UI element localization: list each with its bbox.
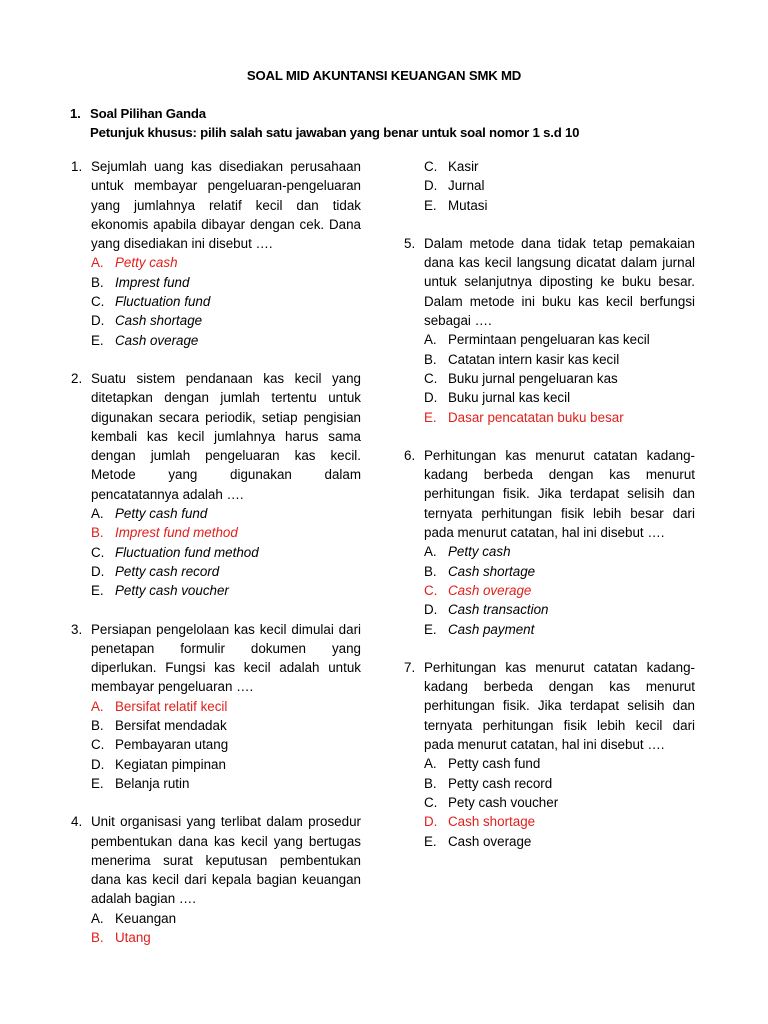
option-list <box>71 697 361 793</box>
option-d: D. Kegiatan pimpinan <box>91 756 226 772</box>
option-d: D. Cash shortage <box>424 814 536 830</box>
option-a: A. Petty cash fund <box>424 756 541 772</box>
question-6 <box>404 446 695 639</box>
question-number: 2. <box>71 370 83 386</box>
option-c: C. Fluctuation fund <box>91 294 211 310</box>
question-text: Dalam metode dana tidak tetap pemakaian dana kas kecil langsung dicatat dalam jurnal untuk selanjutnya diposting ke buku besar. Dalam metode ini buku kas kecil berfungsi sebagai …. <box>424 235 695 329</box>
question-number: 1. <box>71 159 83 174</box>
option-d: D. Buku jurnal kas kecil <box>424 390 571 406</box>
section-number: 1. <box>70 106 81 121</box>
option-a: A. Petty cash fund <box>91 506 208 522</box>
section-heading: Soal Pilihan Ganda <box>90 106 206 121</box>
question-4-continued-options <box>404 157 695 215</box>
question-number: 3. <box>71 621 83 637</box>
option-d: D. Petty cash record <box>91 563 220 579</box>
option-list <box>404 754 695 850</box>
left-column <box>71 157 361 966</box>
page-title: SOAL MID AKUNTANSI KEUANGAN SMK MD <box>246 68 522 83</box>
option-d: D. Jurnal <box>424 178 485 194</box>
question-text: Persiapan pengelolaan kas kecil dimulai dari penetapan formulir dokumen yang diperlukan. Fungsi kas kecil adalah untuk membayar pengeluaran …. <box>91 621 361 695</box>
option-a: A. Bersifat relatif kecil <box>91 698 228 714</box>
question-3 <box>71 620 361 794</box>
question-number: 5. <box>404 235 416 251</box>
question-number: 4. <box>71 814 83 830</box>
option-e: E. Cash overage <box>424 833 532 849</box>
option-e: E. Dasar pencatatan buku besar <box>424 409 624 425</box>
option-b: B. Petty cash record <box>424 775 553 791</box>
option-list <box>71 504 361 600</box>
question-text: Unit organisasi yang terlibat dalam prosedur pembentukan dana kas kecil yang bertugas menerima surat keputusan pembentukan dana kas kecil dari kepala bagian keuangan adalah bagian …. <box>91 814 361 907</box>
option-c: C. Pembayaran utang <box>91 737 229 753</box>
option-e: E. Mutasi <box>424 197 488 213</box>
option-b: B. Bersifat mendadak <box>91 718 227 734</box>
option-a: A. Petty cash <box>91 255 178 271</box>
question-2 <box>71 369 361 601</box>
option-b: B. Catatan intern kasir kas kecil <box>424 351 620 367</box>
option-e: E. Belanja rutin <box>91 775 190 791</box>
option-c: C. Cash overage <box>424 582 532 598</box>
question-5 <box>404 234 695 427</box>
question-text: Perhitungan kas menurut catatan kadang-kadang berbeda dengan kas menurut perhitungan fisik. Jika terdapat selisih dan ternyata perhitungan fisik lebih besar dari pada menurut catatan, hal ini disebut …. <box>424 447 695 541</box>
right-column <box>404 157 695 870</box>
option-d: D. Cash transaction <box>424 602 549 618</box>
option-list <box>71 253 361 349</box>
option-a: A. Permintaan pengeluaran kas kecil <box>424 332 650 348</box>
section-instruction: Petunjuk khusus: pilih salah satu jawaban yang benar untuk soal nomor 1 s.d 10 <box>90 125 580 140</box>
question-1 <box>71 157 361 350</box>
option-list <box>404 542 695 638</box>
option-b: B. Utang <box>91 929 151 945</box>
option-c: C. Fluctuation fund method <box>91 544 259 560</box>
question-text: Perhitungan kas menurut catatan kadang-kadang berbeda dengan kas menurut perhitungan fisik. Jika terdapat selisih dan ternyata perhitungan fisik lebih kecil dari pada menurut catatan, hal ini disebut …. <box>424 659 695 753</box>
option-c: C. Buku jurnal pengeluaran kas <box>424 370 618 386</box>
section-header <box>70 104 710 142</box>
option-e: E. Petty cash voucher <box>91 583 229 599</box>
option-b: B. Imprest fund method <box>91 525 238 541</box>
option-list <box>71 909 361 948</box>
question-7 <box>404 658 695 851</box>
question-4 <box>71 812 361 947</box>
question-number: 7. <box>404 659 416 675</box>
option-a: A. Petty cash <box>424 544 511 560</box>
question-number: 6. <box>404 447 416 463</box>
question-text: Suatu sistem pendanaan kas kecil yang ditetapkan dengan jumlah tertentu untuk digunakan secara periodik, setiap pengisian kembali kas kecil jumlahnya harus sama dengan jumlah pengeluaran kas kecil. Metode yang digunakan dalam pencatatannya adalah …. <box>91 370 361 502</box>
option-b: B. Cash shortage <box>424 563 536 579</box>
option-d: D. Cash shortage <box>91 313 203 329</box>
option-e: E. Cash payment <box>424 621 535 637</box>
question-text: Sejumlah uang kas disediakan perusahaan untuk membayar pengeluaran-pengeluaran yang jumlahnya relatif kecil dan tidak ekonomis apabila dibayar dengan cek. Dana yang disediakan ini disebut …. <box>91 159 361 252</box>
option-a: A. Keuangan <box>91 910 177 926</box>
option-b: B. Imprest fund <box>91 274 190 290</box>
option-c: C. Pety cash voucher <box>424 794 559 810</box>
option-c: C. Kasir <box>424 159 479 174</box>
option-list <box>404 330 695 426</box>
option-e: E. Cash overage <box>91 332 199 348</box>
